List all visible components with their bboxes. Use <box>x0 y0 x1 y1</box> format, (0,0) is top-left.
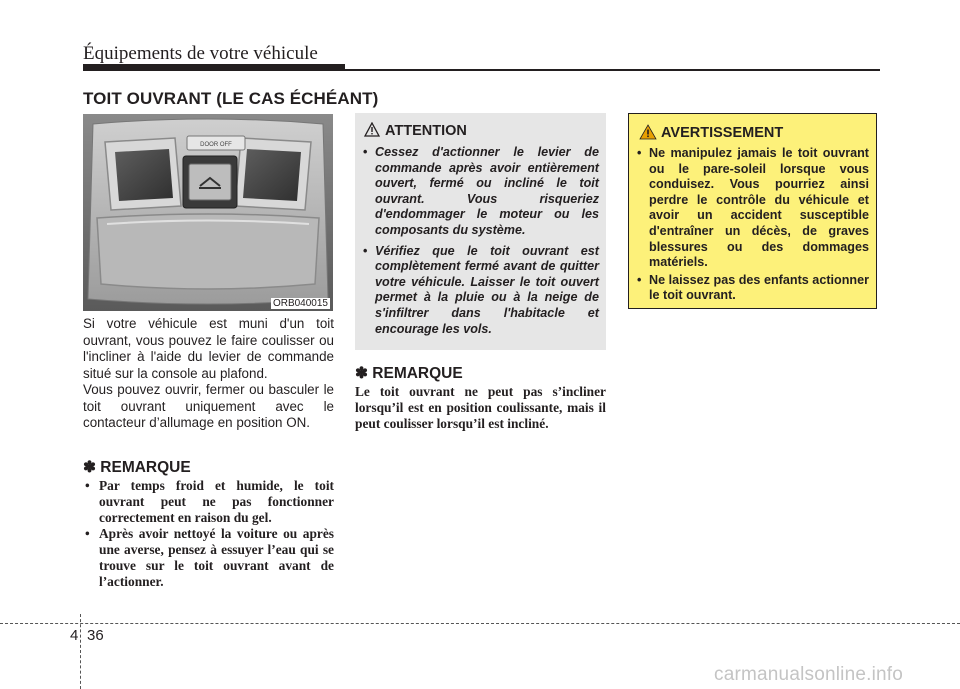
list-item: • Ne manipulez jamais le toit ouvrant ou le pare-soleil lorsque vous conduisez. Vous pourriez ainsi perdre le contrôle du véhicule et avoir un accident susceptible d'entraîner un décès, de graves blessures ou des dommages matériels. <box>637 146 869 270</box>
header-rule <box>83 69 880 71</box>
door-off-label: DOOR OFF <box>200 142 232 148</box>
list-item: • Ne laissez pas des enfants actionner le toit ouvrant. <box>637 272 869 303</box>
remark-title: ✽ REMARQUE <box>83 459 191 476</box>
overhead-console-illustration <box>83 114 333 311</box>
warning-title: AVERTISSEMENT <box>661 125 784 141</box>
list-item: • Par temps froid et humide, le toit ouvrant peut ne pas fonctionner correctement en raison du gel. <box>85 478 334 525</box>
remark-text: Le toit ouvrant ne peut pas s’incliner lorsqu’il est en position coulissante, mais il peut coulisser lorsqu’il est incliné. <box>355 384 606 431</box>
watermark: carmanualsonline.info <box>714 664 904 685</box>
warning-box <box>628 113 877 309</box>
figure-code: ORB040015 <box>272 298 328 309</box>
remark-list <box>83 478 334 590</box>
attention-box <box>355 113 606 350</box>
attention-title: ATTENTION <box>385 123 467 139</box>
footer-divider <box>80 614 81 689</box>
footer-rule <box>0 623 960 624</box>
warning-triangle-icon <box>364 122 380 137</box>
intro-paragraph: Si votre véhicule est muni d'un toit ouvrant, vous pouvez le faire coulisser ou l'incliner à l'aide du levier de commande situé sur la console au plafond. <box>83 316 334 381</box>
page-number: 36 <box>87 627 104 644</box>
list-item: • Après avoir nettoyé la voiture ou après une averse, pensez à essuyer l’eau qui se trouve sur le toit ouvrant avant de l’actionner. <box>85 526 334 589</box>
section-title: TOIT OUVRANT (LE CAS ÉCHÉANT) <box>83 89 379 108</box>
warning-list <box>637 146 869 306</box>
ignition-paragraph: Vous pouvez ouvrir, fermer ou basculer le toit ouvrant uniquement avec le contacteur d’allumage en position ON. <box>83 382 334 430</box>
warning-triangle-icon <box>639 124 657 140</box>
page-header-title: Équipements de votre véhicule <box>83 43 318 64</box>
remark-title: ✽ REMARQUE <box>355 365 463 382</box>
attention-list <box>363 145 599 342</box>
list-item: • Cessez d'actionner le levier de commande après avoir entièrement ouvert, fermé ou incliné le toit ouvrant. Vous risqueriez d'endommager le moteur ou les composants du système. <box>363 145 599 237</box>
overhead-console-photo <box>83 114 333 311</box>
chapter-number: 4 <box>70 627 79 644</box>
list-item: • Vérifiez que le toit ouvrant est complètement fermé avant de quitter votre véhicule. Laisser le toit ouvert permet à la pluie ou à la neige de s'infiltrer dans l'habitacle et encourage les vols. <box>363 243 599 336</box>
